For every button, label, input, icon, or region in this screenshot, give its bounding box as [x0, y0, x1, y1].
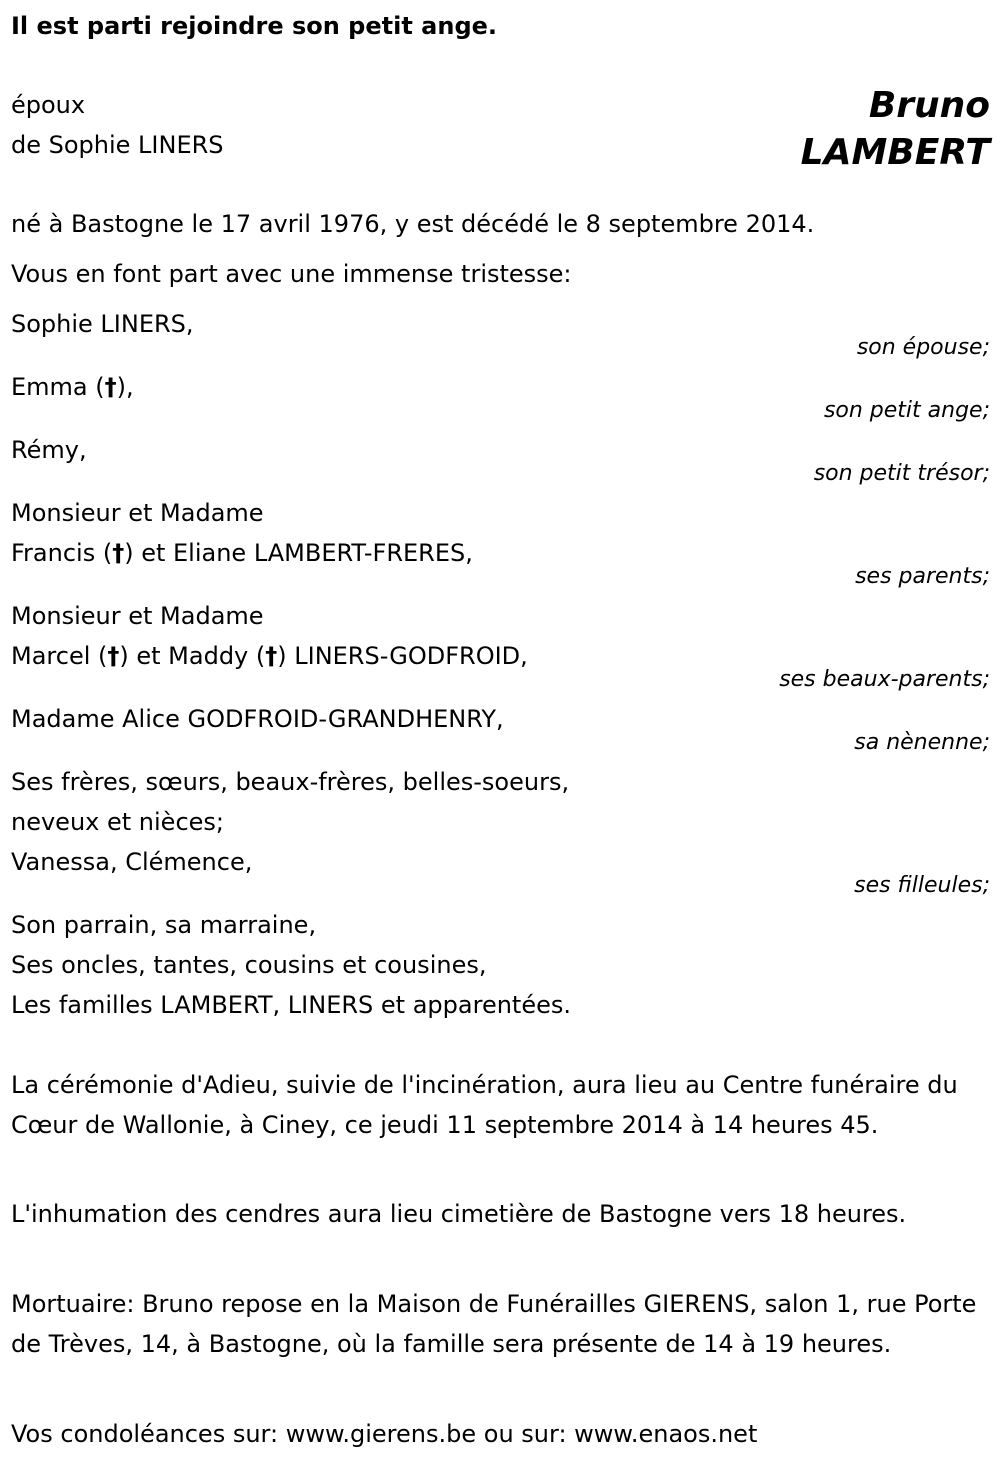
- emma-end: ),: [116, 373, 134, 401]
- inlaws-a: Marcel (: [11, 642, 108, 670]
- role-parents: ses parents;: [855, 564, 990, 589]
- role-inlaws: ses beaux-parents;: [779, 667, 990, 692]
- family-godparents: Son parrain, sa marraine,: [11, 911, 317, 939]
- parents-a: Francis (: [11, 539, 113, 567]
- deceased-first-name: Bruno: [868, 85, 990, 126]
- family-remy: Rémy,: [11, 436, 87, 464]
- inlaws-c: ) LINERS-GODFROID,: [277, 642, 528, 670]
- deceased-last-name: LAMBERT: [800, 132, 990, 173]
- cross-icon: †: [107, 642, 120, 670]
- inlaws-b: ) et Maddy (: [119, 642, 266, 670]
- family-relatives: Ses oncles, tantes, cousins et cousines,: [11, 951, 487, 979]
- condolences-line: Vos condoléances sur: www.gierens.be ou sur: www.enaos.net: [11, 1420, 758, 1448]
- ceremony-paragraph: La cérémonie d'Adieu, suivie de l'incinération, aura lieu au Centre funéraire du Cœur de Wallonie, à Ciney, ce jeudi 11 septembre 2014 à 14 heures 45.: [11, 1071, 958, 1139]
- family-alice: Madame Alice GODFROID-GRANDHENRY,: [11, 705, 504, 733]
- intro-line: Vous en font part avec une immense tristesse:: [11, 260, 572, 288]
- inlaws-line-2: [11, 636, 528, 676]
- spouse-line-2: de Sophie LINERS: [11, 131, 224, 159]
- mortuary-paragraph: Mortuaire: Bruno repose en la Maison de Funérailles GIERENS, salon 1, rue Porte de Trèves, 14, à Bastogne, où la famille sera présente de 14 à 19 heures.: [11, 1290, 977, 1358]
- birth-death-line: né à Bastogne le 17 avril 1976, y est décédé le 8 septembre 2014.: [11, 210, 815, 238]
- family-goddaughters: Vanessa, Clémence,: [11, 848, 253, 876]
- family-emma: [11, 367, 134, 407]
- family-sophie: Sophie LINERS,: [11, 310, 194, 338]
- spouse-line-1: époux: [11, 91, 86, 119]
- cross-icon: †: [112, 539, 125, 567]
- burial-paragraph: L'inhumation des cendres aura lieu cimetière de Bastogne vers 18 heures.: [11, 1200, 907, 1228]
- role-emma: son petit ange;: [823, 398, 990, 423]
- headline: Il est parti rejoindre son petit ange.: [11, 12, 498, 40]
- role-remy: son petit trésor;: [813, 461, 990, 486]
- siblings-line-2: neveux et nièces;: [11, 808, 224, 836]
- parents-line-1: Monsieur et Madame: [11, 499, 264, 527]
- siblings-line-1: Ses frères, sœurs, beaux-frères, belles-soeurs,: [11, 768, 570, 796]
- cross-icon: †: [265, 642, 278, 670]
- parents-line-2: [11, 533, 473, 573]
- emma-name: Emma (: [11, 373, 105, 401]
- role-sophie: son épouse;: [856, 335, 990, 360]
- role-alice: sa nènenne;: [854, 730, 990, 755]
- inlaws-line-1: Monsieur et Madame: [11, 602, 264, 630]
- family-families: Les familles LAMBERT, LINERS et apparentées.: [11, 991, 571, 1019]
- role-goddaughters: ses filleules;: [854, 873, 990, 898]
- parents-b: ) et Eliane LAMBERT-FRERES,: [124, 539, 473, 567]
- cross-icon: †: [104, 373, 117, 401]
